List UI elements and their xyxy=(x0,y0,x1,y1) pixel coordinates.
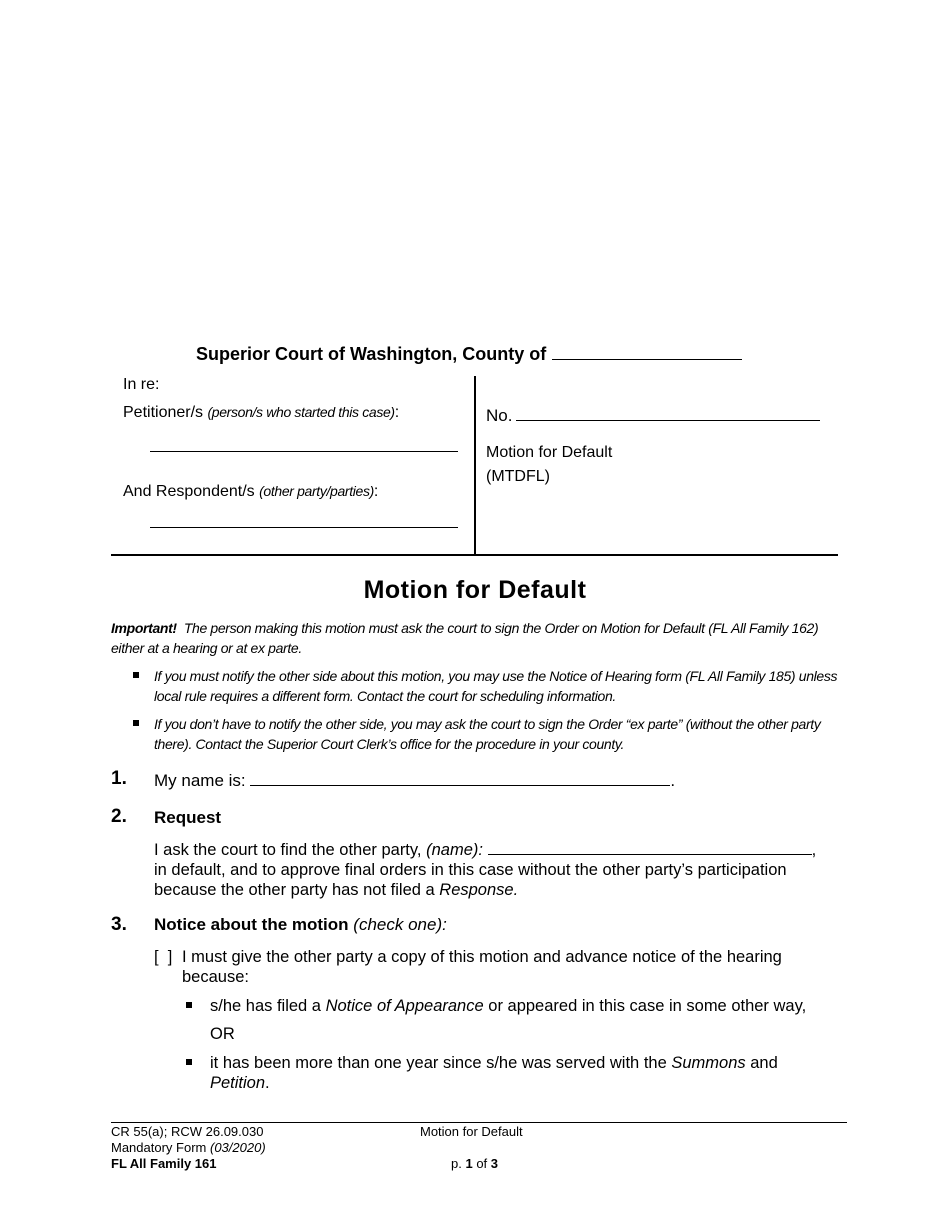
section-2-number: 2. xyxy=(111,806,127,827)
my-name-blank[interactable] xyxy=(250,771,670,786)
request-comma: , xyxy=(811,841,817,859)
page-total: 3 xyxy=(490,1156,499,1171)
option-1-because: because: xyxy=(182,968,249,986)
page-prefix: p. xyxy=(451,1156,462,1171)
bullet-icon xyxy=(133,720,139,726)
court-header xyxy=(196,344,742,365)
petitioner-text: Petitioner/s xyxy=(123,404,204,421)
bullet-icon xyxy=(186,1002,192,1008)
caption-form-code: (MTDFL) xyxy=(486,468,550,485)
footer-left xyxy=(111,1124,266,1172)
footer-mandatory-text: Mandatory Form xyxy=(111,1140,207,1155)
respondent-colon: : xyxy=(373,483,379,500)
respondent-text: And Respondent/s xyxy=(123,483,255,500)
request-name-hint: (name): xyxy=(426,841,483,859)
notice-option-1 xyxy=(182,947,842,987)
page-title: Motion for Default xyxy=(363,576,587,604)
footer-citation: CR 55(a); RCW 26.09.030 xyxy=(111,1124,264,1139)
footer-mandatory xyxy=(111,1140,266,1156)
petitioner-colon: : xyxy=(394,404,400,421)
or-separator: OR xyxy=(210,1025,235,1043)
reason-2-and: and xyxy=(750,1054,778,1072)
section-1 xyxy=(154,771,675,791)
response-term: Response. xyxy=(439,881,519,899)
request-line-2: in default, and to approve final orders in this case without the other party’s participation xyxy=(154,861,787,879)
important-text: The person making this motion must ask the court to sign the Order on Motion for Default (FL All Family 162) either at a hearing or at ex parte. xyxy=(111,620,819,656)
section-2-heading: Request xyxy=(154,808,222,827)
caption-form-name: Motion for Default xyxy=(486,444,613,461)
footer-page-number xyxy=(451,1156,498,1172)
name-label: My name is: xyxy=(154,771,246,790)
reason-2-period: . xyxy=(265,1074,270,1092)
section-3-hint: (check one): xyxy=(353,915,447,934)
petitioner-label xyxy=(123,404,399,422)
footer-center-title: Motion for Default xyxy=(420,1124,523,1139)
notice-bullet-1: If you must notify the other side about this motion, you may use the Notice of Hearing form (FL All Family 185) unless local rule requires a different form. Contact the court for scheduling information. xyxy=(154,668,838,704)
other-party-name-blank[interactable] xyxy=(488,840,812,855)
reason-bullet-2 xyxy=(210,1053,840,1093)
reason-1-pre: s/he has filed a xyxy=(210,997,321,1015)
respondent-hint: (other party/parties) xyxy=(259,483,374,499)
reason-2-pre: it has been more than one year since s/he was served with the xyxy=(210,1054,667,1072)
request-line-1 xyxy=(154,840,816,860)
section-1-number: 1. xyxy=(111,768,127,789)
page-current: 1 xyxy=(465,1156,473,1171)
petitioner-blank[interactable] xyxy=(150,451,458,452)
in-re-label: In re: xyxy=(123,376,160,393)
section-3-number: 3. xyxy=(111,914,127,935)
court-header-text: Superior Court of Washington, County of xyxy=(196,344,547,364)
notice-of-appearance: Notice of Appearance xyxy=(325,997,484,1015)
reason-1-post: or appeared in this case in some other way, xyxy=(488,997,807,1015)
caption-divider xyxy=(474,376,476,556)
page-of: of xyxy=(476,1156,488,1171)
important-lead: Important! xyxy=(111,620,177,636)
footer-rule xyxy=(111,1122,847,1123)
bullet-icon xyxy=(186,1059,192,1065)
important-notice xyxy=(111,618,846,658)
caption-form-title xyxy=(486,441,612,489)
request-line-3 xyxy=(154,880,518,900)
request-reason: because the other party has not filed a xyxy=(154,881,435,899)
notice-bullet-2: If you don’t have to notify the other side, you may ask the court to sign the Order “ex parte” (without the other party there). Contact the Superior Court Clerk’s office for the procedure in your county. xyxy=(154,716,821,752)
bullet-icon xyxy=(133,672,139,678)
name-period: . xyxy=(670,771,676,790)
option-1-text: I must give the other party a copy of this motion and advance notice of the hearing xyxy=(182,948,782,966)
petitioner-hint: (person/s who started this case) xyxy=(207,404,395,420)
footer-form-id: FL All Family 161 xyxy=(111,1156,217,1171)
summons-term: Summons xyxy=(671,1054,746,1072)
respondent-blank[interactable] xyxy=(150,527,458,528)
case-number-blank[interactable] xyxy=(516,406,820,421)
petition-term: Petition xyxy=(210,1074,266,1092)
section-3-title: Notice about the motion xyxy=(154,915,349,934)
notice-checkbox[interactable]: [ ] xyxy=(154,948,173,966)
request-text: I ask the court to find the other party, xyxy=(154,841,422,859)
footer-date: (03/2020) xyxy=(210,1140,266,1155)
section-3-heading xyxy=(154,915,447,935)
respondent-label xyxy=(123,483,378,501)
case-number-label: No. xyxy=(486,406,513,425)
caption-bottom-rule xyxy=(111,554,838,556)
county-blank[interactable] xyxy=(552,345,742,360)
case-number xyxy=(486,406,820,426)
reason-bullet-1 xyxy=(210,996,806,1016)
